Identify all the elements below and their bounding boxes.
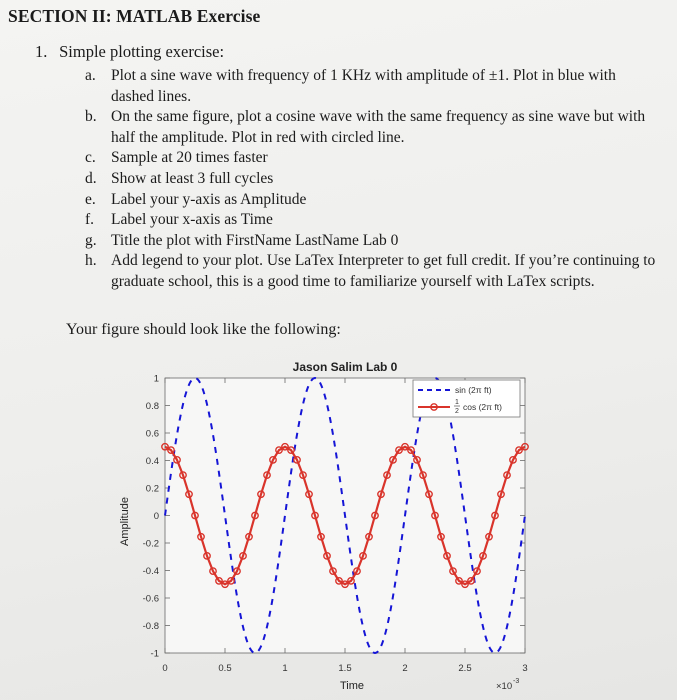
y-tick-label: -0.4 — [142, 566, 159, 577]
item-letter: e. — [85, 190, 96, 208]
x-multiplier-exponent: -3 — [513, 678, 520, 685]
y-tick-label: -1 — [150, 648, 159, 660]
x-tick-label: 1.5 — [338, 663, 352, 674]
item-text: Title the plot with FirstName LastName Lab 0 — [111, 231, 399, 249]
y-tick-label: -0.8 — [142, 621, 159, 632]
item-letter: b. — [85, 108, 97, 126]
x-tick-label: 2.5 — [458, 663, 472, 674]
y-tick-label: -0.6 — [142, 593, 159, 605]
legend-fraction-numerator: 1 — [455, 399, 459, 406]
item-letter: g. — [85, 231, 97, 249]
legend-cosine-label: cos (2π ft) — [463, 402, 502, 412]
item-text: Label your x-axis as Time — [111, 211, 273, 229]
x-tick-label: 2 — [402, 663, 408, 674]
item-text: Sample at 20 times faster — [111, 149, 268, 167]
item-text: Show at least 3 full cycles — [111, 169, 274, 187]
item-letter: c. — [85, 149, 96, 167]
item-letter: a. — [85, 67, 96, 84]
y-axis-label: Amplitude — [119, 497, 131, 546]
x-tick-label: 1 — [282, 663, 288, 674]
legend-sine-label: sin (2π ft) — [455, 385, 492, 395]
question-text: Simple plotting exercise: — [59, 42, 225, 61]
chart-title: Jason Salim Lab 0 — [292, 360, 398, 374]
y-tick-label: 0 — [153, 511, 159, 522]
section-heading: SECTION II: MATLAB Exercise — [8, 6, 261, 26]
y-tick-label: 0.6 — [145, 428, 159, 440]
x-axis-label: Time — [339, 680, 365, 692]
y-tick-label: 0.2 — [145, 483, 159, 495]
item-text: Label your y-axis as Amplitude — [111, 190, 307, 208]
y-tick-label: 0.8 — [145, 401, 159, 412]
item-text: Plot a sine wave with frequency of 1 KHz with amplitude of ±1. Plot in blue with dashed lines. — [111, 67, 616, 105]
item-letter: d. — [85, 169, 97, 187]
figure-intro-text: Your figure should look like the following: — [66, 321, 341, 338]
item-text: On the same figure, plot a cosine wave with the same frequency as sine wave but with half the amplitude. Plot in red with circled line. — [111, 108, 646, 146]
item-text: Add legend to your plot. Use LaTex Interpreter to get full credit. If you’re continuing to graduate school, this is a good time to familiarize yourself with LaTex scripts. — [111, 252, 656, 290]
item-letter: f. — [85, 211, 95, 229]
y-tick-label: 1 — [153, 373, 159, 385]
y-tick-label: -0.2 — [142, 538, 159, 550]
legend-fraction-denominator: 2 — [455, 408, 459, 415]
item-letter: h. — [85, 252, 97, 270]
x-tick-label: 3 — [522, 663, 528, 674]
question-number: 1. — [35, 42, 48, 61]
y-tick-label: 0.4 — [145, 456, 159, 467]
x-tick-label: 0 — [162, 663, 168, 674]
x-multiplier: ×10 — [496, 681, 513, 692]
x-tick-label: 0.5 — [218, 663, 232, 674]
